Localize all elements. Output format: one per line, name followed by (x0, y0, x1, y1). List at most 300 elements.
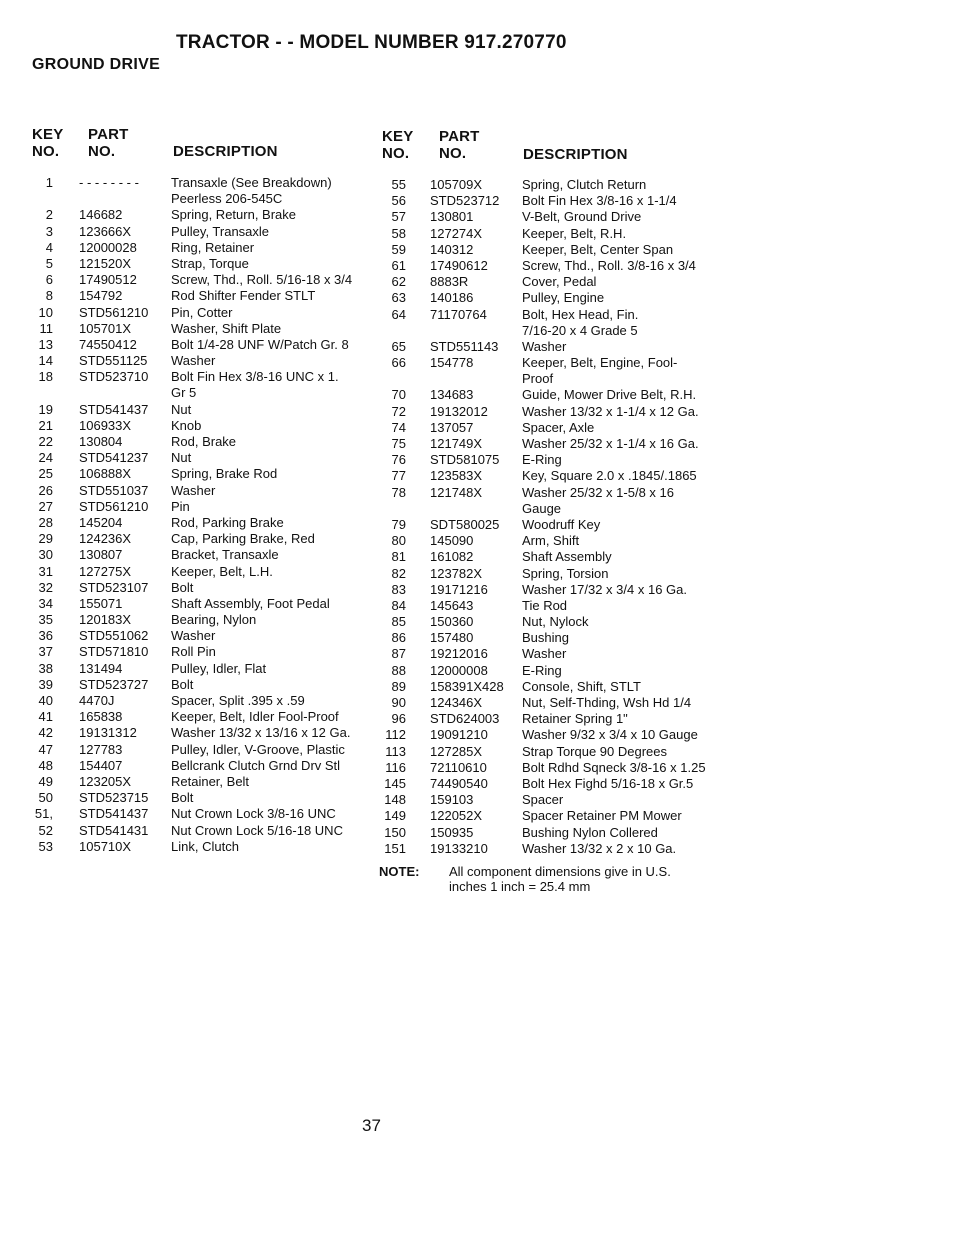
part-description: Washer (171, 628, 216, 644)
part-no: STD551125 (79, 353, 148, 369)
part-no: STD523712 (430, 193, 500, 209)
key-no: 35 (38, 612, 53, 628)
part-no: 155071 (79, 595, 123, 611)
part-description: Console, Shift, STLT (522, 678, 641, 694)
part-description: Bellcrank Clutch Grnd Drv Stl (171, 757, 341, 773)
part-description: Retainer, Belt (171, 773, 250, 789)
part-no: 140312 (430, 241, 474, 257)
part-description: Washer (522, 338, 567, 354)
part-description: Bolt (171, 676, 194, 692)
key-no: 77 (391, 468, 406, 484)
note-text: All component dimensions give in U.S. inches 1 inch = 25.4 mm (449, 864, 671, 894)
key-no: 5 (45, 255, 53, 271)
part-no: 74550412 (79, 336, 137, 352)
part-no: STD523710 (79, 369, 149, 385)
part-no: STD561210 (79, 304, 149, 320)
part-no: 19171216 (430, 581, 488, 597)
part-description: Pin, Cotter (171, 304, 233, 320)
part-description: Nut Crown Lock 5/16-18 UNC (171, 822, 343, 838)
parts-row (376, 533, 736, 549)
parts-row (30, 224, 370, 240)
key-no: 25 (38, 466, 53, 482)
key-no: 19 (38, 401, 53, 417)
parts-row (30, 466, 370, 482)
part-no: STD523107 (79, 579, 149, 595)
key-no: 150 (384, 824, 406, 840)
key-no: 49 (38, 773, 53, 789)
key-no: 8 (45, 288, 53, 304)
key-no: 47 (38, 741, 53, 757)
parts-row (376, 209, 736, 225)
part-no: 71170764 (430, 306, 487, 322)
part-description: Keeper, Belt, R.H. (522, 225, 627, 241)
parts-row (30, 418, 370, 434)
key-no: 81 (391, 549, 406, 565)
key-no: 13 (38, 336, 53, 352)
part-description: Pulley, Idler, V-Groove, Plastic (171, 741, 345, 757)
part-no: 120183X (79, 612, 132, 628)
key-no: 64 (391, 306, 406, 322)
part-no: 19131312 (79, 725, 137, 741)
part-no: 105701X (79, 320, 132, 336)
parts-row (30, 806, 370, 822)
key-no: 76 (391, 452, 406, 468)
parts-row (376, 307, 736, 339)
parts-row (376, 792, 736, 808)
key-no: 62 (391, 274, 406, 290)
parts-row (30, 644, 370, 660)
parts-row (376, 290, 736, 306)
key-no: 70 (391, 387, 406, 403)
part-no: 154778 (430, 355, 474, 371)
key-no: 26 (38, 482, 53, 498)
part-no: STD551143 (430, 338, 499, 354)
part-description: Nut, Nylock (522, 614, 589, 630)
part-description: E-Ring (522, 452, 562, 468)
key-no: 96 (391, 711, 406, 727)
part-no: 157480 (430, 630, 474, 646)
parts-row (376, 193, 736, 209)
key-no: 51, (34, 806, 53, 822)
part-no: 130804 (79, 434, 123, 450)
key-no: 58 (391, 225, 406, 241)
parts-row (376, 695, 736, 711)
key-no: 86 (391, 630, 406, 646)
key-no: 42 (38, 725, 53, 741)
part-description: Keeper, Belt, Center Span (522, 241, 674, 257)
parts-row (30, 305, 370, 321)
part-description: Ring, Retainer (171, 239, 255, 255)
part-description: Spacer, Axle (522, 419, 595, 435)
key-no: 3 (45, 223, 53, 239)
parts-row (376, 744, 736, 760)
key-no: 2 (45, 207, 53, 223)
key-no: 82 (391, 565, 406, 581)
key-no: 39 (38, 676, 53, 692)
part-no: 121749X (430, 436, 483, 452)
parts-row (376, 630, 736, 646)
part-no: STD581075 (430, 452, 500, 468)
part-description: Pulley, Transaxle (171, 223, 270, 239)
parts-row (30, 564, 370, 580)
part-no: STD551037 (79, 482, 149, 498)
parts-row (30, 596, 370, 612)
parts-list-left (30, 175, 370, 855)
key-no: 36 (38, 628, 53, 644)
key-no: 85 (391, 614, 406, 630)
parts-row (376, 646, 736, 662)
part-no: STD561210 (79, 498, 149, 514)
part-description: Nut Crown Lock 3/8-16 UNC (171, 806, 336, 822)
part-no: 137057 (430, 419, 474, 435)
description-header-right: DESCRIPTION (523, 146, 628, 163)
part-description: Washer (171, 353, 216, 369)
part-description: Washer, Shift Plate (171, 320, 282, 336)
parts-row (30, 531, 370, 547)
part-no: 165838 (79, 709, 123, 725)
parts-row (30, 693, 370, 709)
parts-row (30, 207, 370, 223)
section-title: GROUND DRIVE (32, 56, 161, 73)
key-no: 11 (39, 320, 53, 336)
key-no: 83 (391, 581, 406, 597)
part-no: 4470J (79, 693, 115, 709)
part-description: Bolt (171, 790, 194, 806)
parts-row (376, 825, 736, 841)
parts-row (30, 580, 370, 596)
key-no: 116 (385, 759, 406, 775)
parts-row (30, 434, 370, 450)
key-no: 87 (391, 646, 406, 662)
parts-row (30, 823, 370, 839)
part-description: Woodruff Key (522, 516, 601, 532)
key-no: 145 (384, 775, 406, 791)
part-no: 150360 (430, 614, 474, 630)
part-description: Rod Shifter Fender STLT (171, 288, 316, 304)
key-no: 149 (384, 808, 406, 824)
key-no: 4 (45, 239, 53, 255)
part-no: 17490612 (430, 257, 488, 273)
parts-row (376, 404, 736, 420)
parts-row (30, 321, 370, 337)
key-no: 30 (38, 547, 53, 563)
key-no: 112 (385, 727, 406, 743)
part-no: 150935 (430, 824, 474, 840)
part-description: Nut, Self-Thding, Wsh Hd 1/4 (522, 695, 692, 711)
part-description: Retainer Spring 1" (522, 711, 628, 727)
part-description: E-Ring (522, 662, 562, 678)
key-no: 1 (45, 175, 53, 190)
key-no: 32 (38, 579, 53, 595)
part-description: Shaft Assembly (522, 549, 612, 565)
part-description: Strap Torque 90 Degrees (522, 743, 668, 759)
part-description: Screw, Thd., Roll. 3/8-16 x 3/4 (522, 257, 696, 273)
parts-list-right (376, 177, 736, 857)
parts-row (30, 288, 370, 304)
part-description: Strap, Torque (171, 255, 249, 271)
part-no-header-right: PART NO. (439, 128, 480, 162)
part-no: 123782X (430, 565, 483, 581)
part-no: 130807 (79, 547, 123, 563)
part-no: 12000028 (79, 239, 137, 255)
key-no: 74 (391, 419, 406, 435)
part-description: Rod, Brake (171, 434, 237, 450)
key-no: 88 (391, 662, 406, 678)
key-no: 38 (38, 660, 53, 676)
part-description: Keeper, Belt, Idler Fool-Proof (171, 709, 339, 725)
key-no: 59 (391, 241, 406, 257)
part-description: Keeper, Belt, Engine, Fool- Proof (522, 355, 678, 387)
part-description: Washer 13/32 x 13/16 x 12 Ga. (171, 725, 351, 741)
part-no: 127274X (430, 225, 483, 241)
parts-row (30, 758, 370, 774)
key-no: 10 (38, 304, 53, 320)
parts-row (30, 353, 370, 369)
part-no: 122052X (430, 808, 483, 824)
parts-row (30, 839, 370, 855)
key-no: 41 (38, 709, 53, 725)
part-description: Spring, Clutch Return (522, 177, 647, 192)
key-no: 50 (38, 790, 53, 806)
part-no: STD541437 (79, 806, 149, 822)
key-no: 53 (38, 838, 53, 854)
part-no: 123666X (79, 223, 132, 239)
parts-row (376, 452, 736, 468)
part-no: 123205X (79, 773, 132, 789)
part-no: 145090 (430, 533, 474, 549)
parts-row (30, 774, 370, 790)
part-no: 123583X (430, 468, 483, 484)
parts-row (30, 628, 370, 644)
key-no: 21 (38, 417, 53, 433)
part-no: 124346X (430, 695, 483, 711)
key-no: 37 (38, 644, 53, 660)
key-no: 84 (391, 597, 406, 613)
part-description: V-Belt, Ground Drive (522, 209, 642, 225)
part-description: Nut (171, 401, 192, 417)
part-description: Arm, Shift (522, 533, 580, 549)
part-no: 74490540 (430, 775, 488, 791)
key-no: 24 (38, 450, 53, 466)
parts-row (30, 369, 370, 401)
page-title: TRACTOR - - MODEL NUMBER 917.270770 (176, 32, 567, 53)
key-no: 48 (38, 757, 53, 773)
part-description: Bushing Nylon Collered (522, 824, 658, 840)
key-no: 90 (391, 695, 406, 711)
part-no: 127285X (430, 743, 483, 759)
parts-row (376, 711, 736, 727)
parts-row (376, 760, 736, 776)
parts-row (376, 274, 736, 290)
part-no: SDT580025 (430, 516, 500, 532)
key-no: 75 (391, 436, 406, 452)
part-description: Washer 13/32 x 1-1/4 x 12 Ga. (522, 403, 699, 419)
key-no: 29 (38, 531, 53, 547)
part-no: - - - - - - - - (79, 175, 139, 190)
part-no: 154407 (79, 757, 123, 773)
part-no: 19132012 (430, 403, 488, 419)
key-no: 65 (391, 338, 406, 354)
parts-row (30, 402, 370, 418)
parts-row (376, 549, 736, 565)
part-no: 105710X (79, 838, 132, 854)
parts-row (30, 256, 370, 272)
parts-row (30, 450, 370, 466)
parts-row (376, 468, 736, 484)
part-description: Guide, Mower Drive Belt, R.H. (522, 387, 697, 403)
parts-row (376, 566, 736, 582)
part-description: Washer 25/32 x 1-1/4 x 16 Ga. (522, 436, 699, 452)
key-no: 22 (38, 434, 53, 450)
parts-row (376, 485, 736, 517)
part-description: Washer (171, 482, 216, 498)
key-no: 57 (391, 209, 406, 225)
parts-row (376, 517, 736, 533)
key-no: 148 (384, 792, 406, 808)
part-no: 140186 (430, 290, 474, 306)
key-no: 34 (38, 595, 53, 611)
part-no: 17490512 (79, 272, 137, 288)
part-no: STD541437 (79, 401, 149, 417)
part-description: Pulley, Idler, Flat (171, 660, 267, 676)
key-no: 52 (38, 822, 53, 838)
part-description: Tie Rod (522, 597, 568, 613)
key-no: 66 (391, 355, 406, 371)
part-no: 154792 (79, 288, 123, 304)
part-no: STD523727 (79, 676, 149, 692)
key-no: 18 (38, 369, 53, 385)
part-no: STD523715 (79, 790, 149, 806)
note-label: NOTE: (379, 864, 420, 879)
parts-row (30, 240, 370, 256)
part-description: Shaft Assembly, Foot Pedal (171, 595, 330, 611)
parts-row (30, 499, 370, 515)
part-description: Knob (171, 417, 202, 433)
key-no: 14 (38, 353, 53, 369)
part-no: 161082 (430, 549, 474, 565)
page-number: 37 (362, 1116, 381, 1135)
part-description: Bolt, Hex Head, Fin. 7/16-20 x 4 Grade 5 (522, 306, 639, 338)
part-description: Bolt 1/4-28 UNF W/Patch Gr. 8 (171, 336, 349, 352)
part-no: 127783 (79, 741, 123, 757)
parts-row (376, 242, 736, 258)
part-no: 19212016 (430, 646, 488, 662)
part-no: 106888X (79, 466, 132, 482)
key-no: 56 (391, 193, 406, 209)
part-no: 19133210 (430, 840, 488, 856)
part-no: 145204 (79, 514, 123, 530)
part-no: 158391X428 (430, 678, 504, 694)
part-description: Spacer Retainer PM Mower (522, 808, 682, 824)
part-description: Bolt Hex Fighd 5/16-18 x Gr.5 (522, 775, 694, 791)
parts-row (376, 420, 736, 436)
part-description: Spring, Brake Rod (171, 466, 278, 482)
part-description: Screw, Thd., Roll. 5/16-18 x 3/4 (171, 272, 353, 288)
parts-row (30, 515, 370, 531)
part-description: Washer 17/32 x 3/4 x 16 Ga. (522, 581, 687, 597)
part-description: Bolt (171, 579, 194, 595)
key-no: 40 (38, 693, 53, 709)
part-no: 72110610 (430, 759, 487, 775)
description-header-left: DESCRIPTION (173, 143, 278, 160)
part-no: 146682 (79, 207, 123, 223)
key-no: 55 (391, 177, 406, 192)
part-no: 121520X (79, 255, 132, 271)
part-description: Key, Square 2.0 x .1845/.1865 (522, 468, 697, 484)
part-no: 159103 (430, 792, 474, 808)
parts-row (376, 258, 736, 274)
part-no: STD541237 (79, 450, 149, 466)
part-description: Bushing (522, 630, 569, 646)
parts-row (376, 355, 736, 387)
part-no-header-left: PART NO. (88, 126, 129, 160)
part-description: Bolt Rdhd Sqneck 3/8-16 x 1.25 (522, 759, 706, 775)
key-no: 63 (391, 290, 406, 306)
part-no: 131494 (79, 660, 123, 676)
parts-row (30, 547, 370, 563)
key-no: 151 (384, 840, 406, 856)
part-no: STD624003 (430, 711, 500, 727)
part-no: 8883R (430, 274, 469, 290)
key-no: 80 (391, 533, 406, 549)
part-description: Bearing, Nylon (171, 612, 257, 628)
part-description: Pin (171, 498, 190, 514)
parts-row (376, 177, 736, 193)
part-no: 124236X (79, 531, 132, 547)
part-description: Transaxle (See Breakdown) Peerless 206-545C (171, 175, 332, 207)
parts-row (376, 598, 736, 614)
key-no: 79 (391, 516, 406, 532)
parts-row (376, 387, 736, 403)
key-no: 6 (45, 272, 53, 288)
part-description: Pulley, Engine (522, 290, 605, 306)
part-description: Spacer, Split .395 x .59 (171, 693, 305, 709)
parts-row (30, 725, 370, 741)
parts-row (376, 841, 736, 857)
part-no: 106933X (79, 417, 132, 433)
part-no: STD541431 (79, 822, 149, 838)
key-no-header-left: KEY NO. (32, 126, 64, 160)
key-no: 28 (38, 514, 53, 530)
part-description: Washer 13/32 x 2 x 10 Ga. (522, 840, 677, 856)
part-description: Bolt Fin Hex 3/8-16 UNC x 1. Gr 5 (171, 369, 339, 401)
parts-row (30, 612, 370, 628)
parts-row (376, 582, 736, 598)
parts-row (30, 742, 370, 758)
part-description: Spring, Torsion (522, 565, 609, 581)
part-no: 130801 (430, 209, 474, 225)
parts-row (376, 727, 736, 743)
part-no: 145643 (430, 597, 474, 613)
key-no: 78 (391, 484, 406, 500)
parts-row (30, 272, 370, 288)
part-description: Bolt Fin Hex 3/8-16 x 1-1/4 (522, 193, 677, 209)
part-description: Spring, Return, Brake (171, 207, 297, 223)
part-description: Cover, Pedal (522, 274, 597, 290)
key-no-header-right: KEY NO. (382, 128, 414, 162)
part-description: Spacer (522, 792, 564, 808)
part-description: Washer (522, 646, 567, 662)
parts-row (376, 614, 736, 630)
part-no: STD551062 (79, 628, 149, 644)
parts-row (30, 790, 370, 806)
part-description: Washer 9/32 x 3/4 x 10 Gauge (522, 727, 698, 743)
part-description: Washer 25/32 x 1-5/8 x 16 Gauge (522, 484, 674, 516)
parts-row (30, 175, 370, 207)
part-description: Rod, Parking Brake (171, 514, 284, 530)
part-description: Bracket, Transaxle (171, 547, 279, 563)
part-description: Link, Clutch (171, 838, 239, 854)
